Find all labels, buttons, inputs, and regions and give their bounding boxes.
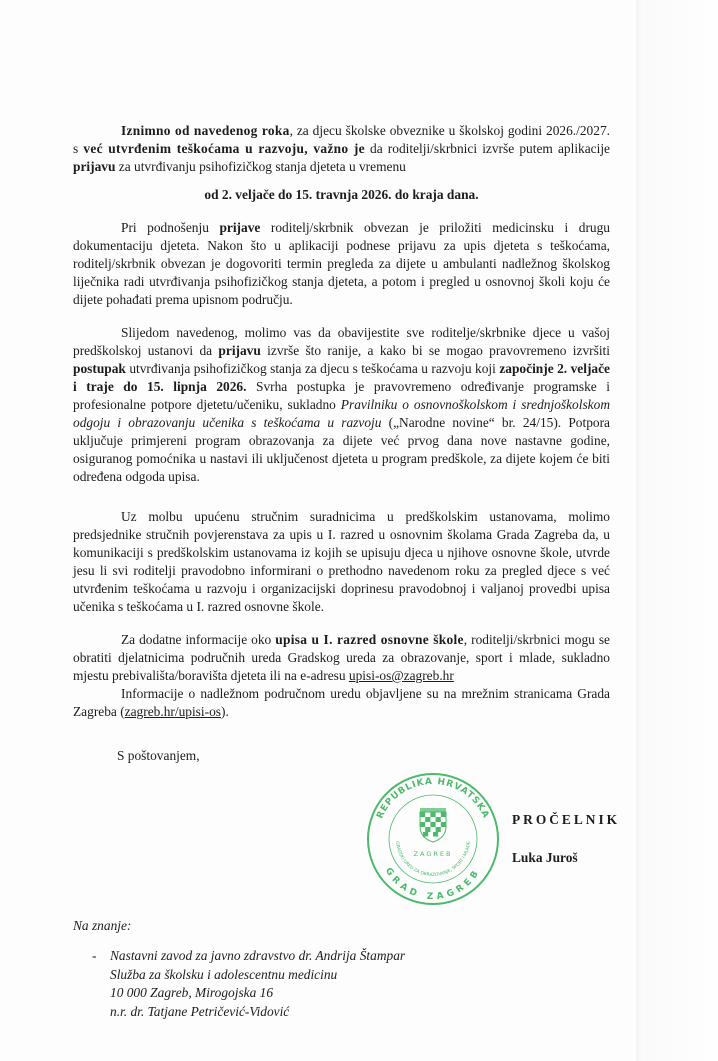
svg-text:GRADSKI URED ZA OBRAZOVANJE, S [394,841,472,878]
paragraph-website [73,685,610,721]
official-stamp-icon [366,772,500,906]
text-run: („Narodne novine“ br. 24/15). Potpora uključuje primjereni program obrazovanja za dijete već prvog dana nove nastavne godine, osiguranog pomoćnika u nastavi ili uključenost djeteta u program predškole, za dijete kojem će biti određena odgoda upisa. [73,415,611,484]
signature-row [73,769,621,909]
spacer [73,616,610,631]
cc-line: Nastavni zavod za javno zdravstvo dr. Andrija Štampar [110,948,406,963]
bold-phrase: prijavu [218,343,261,358]
text-run: Informacije o nadležnom područnom uredu objavljene su na mrežnim stranicama Grada Zagreba ( [73,686,610,719]
cc-line: n.r. dr. Tatjane Petričević-Vidović [110,1003,290,1019]
text-run: Svrha postupka je pravovremeno određivanje programske i profesionalne potpore djetetu/učeniku, sukladno [73,379,610,412]
date-range-line: od 2. veljače do 15. travnja 2026. do kraja dana. [204,187,479,202]
paragraph-application [73,219,610,309]
spacer [73,309,610,324]
signatory-title: PROČELNIK [512,812,621,827]
bold-phrase: upisa u I. razred osnovne škole [275,632,464,647]
svg-text:GRAD ZAGREB [383,866,483,902]
coat-of-arms-icon [420,808,446,842]
paragraph-request: Uz molbu upućenu stručnim suradnicima u predškolskim ustanovama, molimo predsjednike stručnih povjerenstava za upis u I. razred u osnovnim školama Grada Zagreba da, u komunikaciji s predškolskim ustanovama iz kojih se upisuju djeca u njihove osnovne škole, utvrde jesu li svi roditelji pravodobno informirani o prethodno navedenom roku za pregled djece s već utvrđenim teškoćama u razvoju i organizacijski doprinesu pravodobnoj i valjanoj provedbi upisa učenika s teškoćama u I. razred osnovne škole. [73,509,610,614]
text-run: izvrše što ranije, a kako bi se mogao pravovremeno izvršiti [260,343,610,358]
cc-lines [110,947,405,1021]
cc-bullet: - [92,948,97,963]
bold-phrase: prijavu [73,159,116,174]
spacer [73,486,610,508]
spacer [73,204,610,219]
stamp-city: ZAGREB [413,850,453,858]
stamp-inner-text: GRADSKI URED ZA OBRAZOVANJE, SPORT I MLADE [394,841,472,879]
cc-list [73,947,610,1021]
text-run: za utvrđivanju psihofizičkog stanja djeteta u vremenu [115,159,406,174]
bold-phrase: započinje 2. veljače i traje do 15. lipnja 2026. [73,361,611,394]
paragraph-procedure [73,324,610,486]
website-link[interactable]: zagreb.hr/upisi-os [124,704,221,719]
scan-page-edge [636,0,718,1061]
bold-phrase: prijave [219,220,261,235]
stamp-bottom-text: GRAD ZAGREB [382,866,484,903]
closing-salutation: S poštovanjem, [117,748,200,763]
bold-phrase: već utvrđenim teškoćama u razvoju, važno je [83,141,365,156]
regulation-title: Pravilniku o osnovnoškolskom i srednjoškolskom odgoju i obrazovanju učenika s teškoćama u razvoju [73,397,610,430]
stamp-area [366,772,500,906]
cc-line: 10 000 Zagreb, Mirogojska 16 [110,985,274,1000]
signature-block [512,811,620,867]
paragraph-contact [73,631,610,685]
bold-phrase: postupak [73,361,126,376]
document-body [73,0,621,1061]
text-run: Za dodatne informacije oko [121,632,276,647]
text-run: , roditelji/skrbnici mogu se obratiti djelatnicima područnih ureda Gradskog ureda za obrazovanje, sport i mlade, sukladno mjestu prebivališta/boravišta djeteta ili na e-adresu [73,632,610,683]
email-link[interactable]: upisi-os@zagreb.hr [348,668,454,683]
paragraph-exception [73,122,610,176]
signatory-name: Luka Juroš [512,850,578,865]
stamp-outer-text: REPUBLIKA HRVATSKA [375,776,491,821]
text-run: utvrđivanja psihofizičkog stanja za djecu s teškoćama u razvoju koji [125,361,500,376]
cc-line: Služba za školsku i adolescentnu medicinu [110,966,338,982]
text-run: , za djecu školske obveznike u školskoj godini 2026./2027. s [73,123,610,156]
cc-label: Na znanje: [73,918,132,933]
text-run: Pri podnošenju [121,220,220,235]
text-run: Slijedom navedenog, molimo vas da obavijestite sve roditelje/skrbnike djece u vašoj predškolskoj ustanovi da [73,325,610,358]
bold-phrase: Iznimno od navedenog roka [121,123,290,138]
text-run: ). [220,704,229,719]
text-run: roditelj/skrbnik obvezan je priložiti medicinsku i drugu dokumentaciju djeteta. Nakon što u aplikaciji podnese prijavu za upis djeteta s teškoćama, roditelj/skrbnik obvezan je dogovoriti termin pregleda za dijete u ambulanti nadležnog školskog liječnika radi utvrđivanja psihofizičkog stanja djeteta, a potom i pregled u osnovnoj školi koju će dijete pohađati prema upisnom području. [73,220,610,307]
text-run: da roditelji/skrbnici izvrše putem aplikacije [364,141,611,156]
